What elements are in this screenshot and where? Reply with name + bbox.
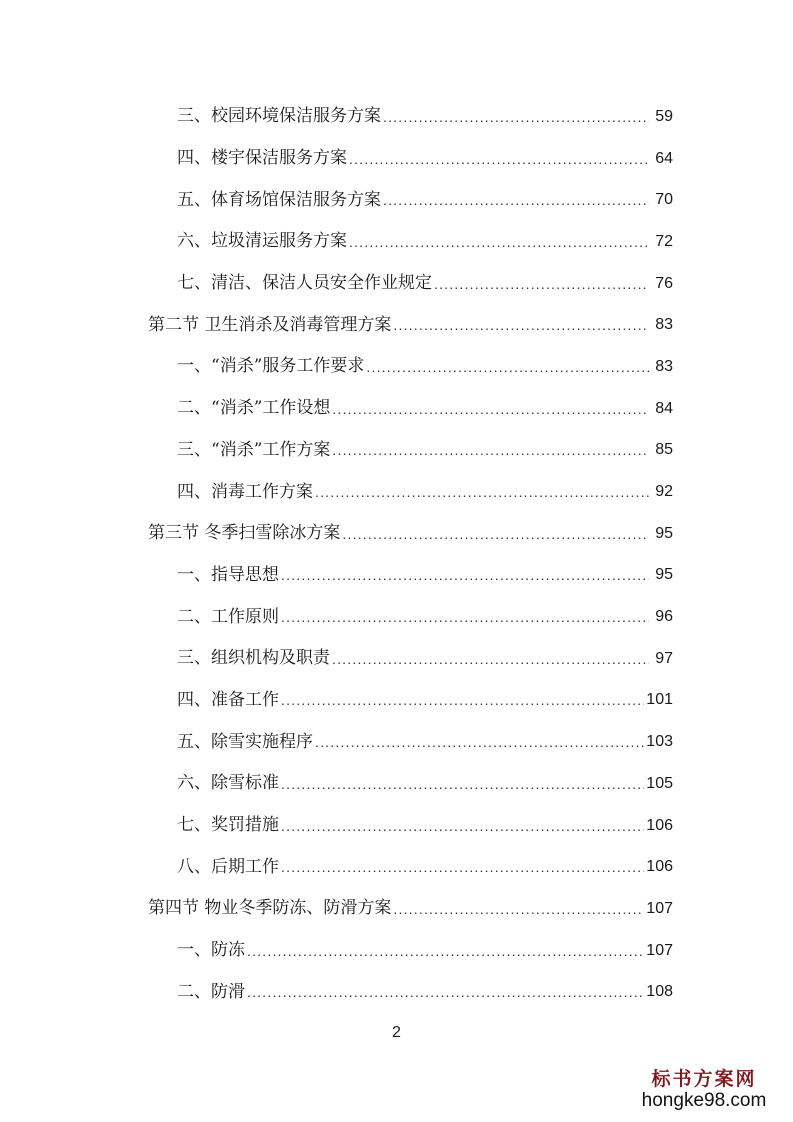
toc-entry-page: 83 <box>655 316 673 334</box>
toc-entry-label: 一、防冻 <box>177 940 245 961</box>
toc-subsection-entry[interactable] <box>177 846 673 888</box>
toc-entry-page: 107 <box>646 899 673 917</box>
toc-entry-label: 四、准备工作 <box>177 689 279 710</box>
toc-entry-page: 85 <box>655 441 673 459</box>
toc-entry-page: 72 <box>655 232 673 250</box>
toc-entry-page: 106 <box>646 858 673 876</box>
toc-dot-leader <box>434 274 649 294</box>
watermark-title: 标书方案网 <box>651 1068 757 1090</box>
toc-subsection-entry[interactable] <box>177 471 673 513</box>
toc-entry-label: 二、防滑 <box>177 981 245 1002</box>
toc-entry-page: 70 <box>655 191 673 209</box>
toc-entry-page: 95 <box>655 524 673 542</box>
toc-entry-label: 四、消毒工作方案 <box>177 481 313 502</box>
toc-subsection-entry[interactable] <box>177 596 673 638</box>
toc-entry-label: 六、垃圾清运服务方案 <box>177 231 347 252</box>
toc-entry-page: 101 <box>646 691 673 709</box>
toc-section-entry[interactable] <box>148 513 673 555</box>
toc-dot-leader <box>281 607 649 627</box>
toc-entry-label: 二、“消杀”工作设想 <box>177 398 331 419</box>
toc-entry-page: 107 <box>646 941 673 959</box>
toc-subsection-entry[interactable] <box>177 638 673 680</box>
toc-dot-leader <box>281 774 644 794</box>
toc-dot-leader <box>393 899 644 919</box>
toc-dot-leader <box>393 315 649 335</box>
toc-entry-label: 八、后期工作 <box>177 856 279 877</box>
toc-dot-leader <box>281 565 649 585</box>
toc-subsection-entry[interactable] <box>177 430 673 472</box>
toc-dot-leader <box>366 357 649 377</box>
toc-dot-leader <box>247 941 644 961</box>
toc-dot-leader <box>349 149 649 169</box>
toc-dot-leader <box>383 190 649 210</box>
toc-entry-label: 五、体育场馆保洁服务方案 <box>177 189 381 210</box>
toc-subsection-entry[interactable] <box>177 805 673 847</box>
toc-subsection-entry[interactable] <box>177 263 673 305</box>
toc-subsection-entry[interactable] <box>177 346 673 388</box>
toc-entry-label: 七、奖罚措施 <box>177 815 279 836</box>
toc-entry-label: 六、除雪标准 <box>177 773 279 794</box>
toc-dot-leader <box>281 690 644 710</box>
toc-subsection-entry[interactable] <box>177 930 673 972</box>
toc-entry-label: 四、楼宇保洁服务方案 <box>177 148 347 169</box>
toc-entry-page: 103 <box>646 733 673 751</box>
toc-dot-leader <box>315 482 649 502</box>
toc-subsection-entry[interactable] <box>177 721 673 763</box>
watermark-url: hongke98.com <box>641 1090 767 1111</box>
toc-subsection-entry[interactable] <box>177 138 673 180</box>
table-of-contents <box>0 96 793 1013</box>
toc-entry-label: 一、“消杀”服务工作要求 <box>177 356 365 377</box>
toc-entry-label: 一、指导思想 <box>177 564 279 585</box>
page-number: 2 <box>392 1024 401 1041</box>
toc-subsection-entry[interactable] <box>177 388 673 430</box>
toc-entry-page: 105 <box>646 774 673 792</box>
toc-subsection-entry[interactable] <box>177 680 673 722</box>
toc-section-entry[interactable] <box>148 888 673 930</box>
toc-entry-page: 59 <box>655 107 673 125</box>
toc-entry-page: 108 <box>646 983 673 1001</box>
toc-entry-label: 二、工作原则 <box>177 606 279 627</box>
toc-dot-leader <box>342 524 649 544</box>
toc-entry-page: 84 <box>655 399 673 417</box>
toc-dot-leader <box>332 649 649 669</box>
toc-entry-label: 三、“消杀”工作方案 <box>177 439 331 460</box>
toc-entry-page: 96 <box>655 608 673 626</box>
toc-entry-label: 第四节 物业冬季防冻、防滑方案 <box>148 898 392 919</box>
toc-entry-label: 五、除雪实施程序 <box>177 731 313 752</box>
toc-entry-page: 83 <box>655 357 673 375</box>
toc-section-entry[interactable] <box>148 304 673 346</box>
toc-entry-label: 第三节 冬季扫雪除冰方案 <box>148 523 341 544</box>
toc-dot-leader <box>281 857 644 877</box>
toc-subsection-entry[interactable] <box>177 96 673 138</box>
toc-entry-label: 三、组织机构及职责 <box>177 648 330 669</box>
toc-dot-leader <box>315 732 644 752</box>
toc-entry-label: 三、校园环境保洁服务方案 <box>177 106 381 127</box>
toc-entry-page: 97 <box>655 649 673 667</box>
toc-subsection-entry[interactable] <box>177 971 673 1013</box>
toc-subsection-entry[interactable] <box>177 555 673 597</box>
toc-entry-label: 七、清洁、保洁人员安全作业规定 <box>177 273 432 294</box>
watermark <box>629 1068 779 1112</box>
toc-dot-leader <box>281 816 644 836</box>
toc-subsection-entry[interactable] <box>177 179 673 221</box>
toc-entry-page: 92 <box>655 483 673 501</box>
toc-dot-leader <box>332 399 649 419</box>
toc-entry-page: 64 <box>655 149 673 167</box>
toc-entry-page: 106 <box>646 816 673 834</box>
toc-dot-leader <box>247 982 644 1002</box>
toc-entry-page: 95 <box>655 566 673 584</box>
toc-dot-leader <box>332 440 649 460</box>
toc-dot-leader <box>349 232 649 252</box>
toc-subsection-entry[interactable] <box>177 221 673 263</box>
toc-entry-page: 76 <box>655 274 673 292</box>
toc-entry-label: 第二节 卫生消杀及消毒管理方案 <box>148 314 392 335</box>
toc-subsection-entry[interactable] <box>177 763 673 805</box>
toc-dot-leader <box>383 107 649 127</box>
